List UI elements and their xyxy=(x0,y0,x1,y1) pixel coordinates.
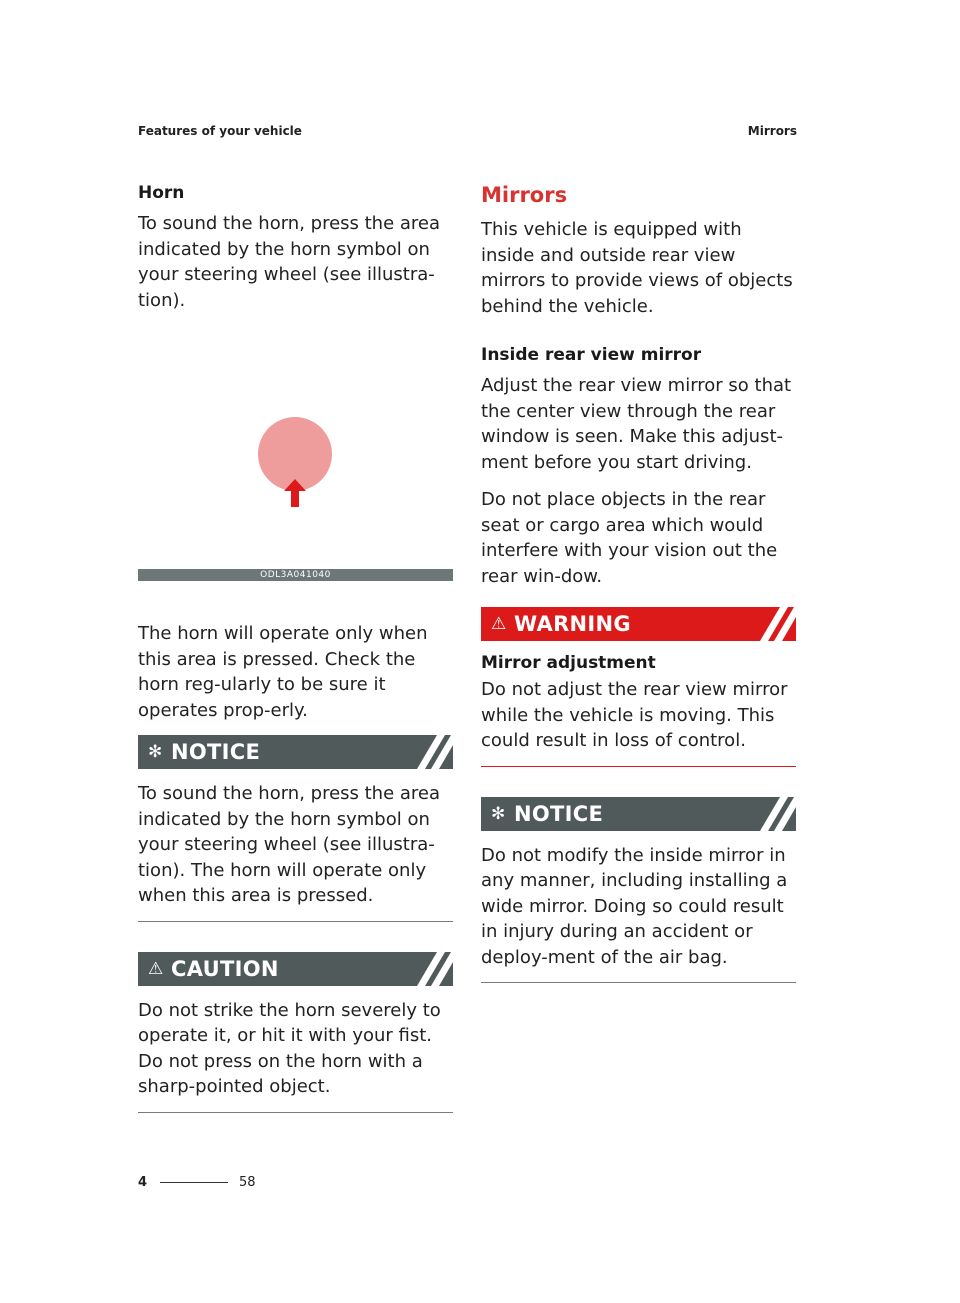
asterisk-icon: ✻ xyxy=(491,803,506,824)
warning-title: Mirror adjustment xyxy=(481,653,656,673)
notice-label: NOTICE xyxy=(171,740,261,764)
stripes-icon xyxy=(401,735,453,769)
stripes-icon xyxy=(401,952,453,986)
inside-mirror-text-1: Adjust the rear view mirror so that the center view through the rear window is seen. Make this adjust-ment before you start driving. xyxy=(481,375,792,473)
caution-label: CAUTION xyxy=(171,956,279,981)
chapter-number: 4 xyxy=(138,1175,148,1190)
warning-banner xyxy=(481,607,796,641)
running-header-section: Mirrors xyxy=(747,124,797,138)
right-column xyxy=(481,183,796,1013)
notice-text: Do not modify the inside mirror in any manner, including installing a wide mirror. Doing so could result in injury during an accident or deploy-ment of the air bag. xyxy=(481,844,788,968)
notice-text: To sound the horn, press the area indicated by the horn symbol on your steering wheel (see illustra-tion). The horn will operate only when this area is pressed. xyxy=(138,783,441,906)
divider xyxy=(481,982,796,983)
figure-code: ODL3A041040 xyxy=(138,569,453,581)
page-number: 58 xyxy=(239,1175,256,1190)
warning-text: Do not adjust the rear view mirror while the vehicle is moving. This could result in loss of control. xyxy=(481,679,788,751)
horn-illustration xyxy=(138,369,453,621)
stripes-icon xyxy=(744,797,796,831)
notice-banner xyxy=(138,735,453,769)
caution-banner xyxy=(138,952,453,986)
mirrors-heading: Mirrors xyxy=(481,183,568,207)
warning-label: WARNING xyxy=(514,612,631,636)
left-column xyxy=(138,183,453,1143)
inside-mirror-heading: Inside rear view mirror xyxy=(481,345,702,365)
warning-triangle-icon: ⚠ xyxy=(148,958,164,979)
running-header-chapter: Features of your vehicle xyxy=(138,124,302,138)
notice-banner xyxy=(481,797,796,831)
notice-label: NOTICE xyxy=(514,801,604,826)
warning-triangle-icon: ⚠ xyxy=(491,614,507,634)
divider xyxy=(138,1112,453,1113)
asterisk-icon: ✻ xyxy=(148,742,163,762)
inside-mirror-text-2: Do not place objects in the rear seat or cargo area which would interfere with your vision out the rear win-dow. xyxy=(481,489,778,587)
divider xyxy=(481,766,796,767)
horn-heading: Horn xyxy=(138,183,185,203)
footer-divider xyxy=(160,1182,228,1183)
horn-intro-text: To sound the horn, press the area indicated by the horn symbol on your steering wheel (see illustra-tion). xyxy=(138,213,441,311)
mirrors-intro-text: This vehicle is equipped with inside and outside rear view mirrors to provide views of objects behind the vehicle. xyxy=(481,219,793,317)
caution-text: Do not strike the horn severely to operate it, or hit it with your fist. Do not press on the horn with a sharp-pointed object. xyxy=(138,999,441,1097)
divider xyxy=(138,921,453,922)
arrow-up-icon xyxy=(284,479,306,507)
stripes-icon xyxy=(744,607,796,641)
horn-operate-text: The horn will operate only when this area is pressed. Check the horn reg-ularly to be sure it operates prop-erly. xyxy=(138,623,428,721)
